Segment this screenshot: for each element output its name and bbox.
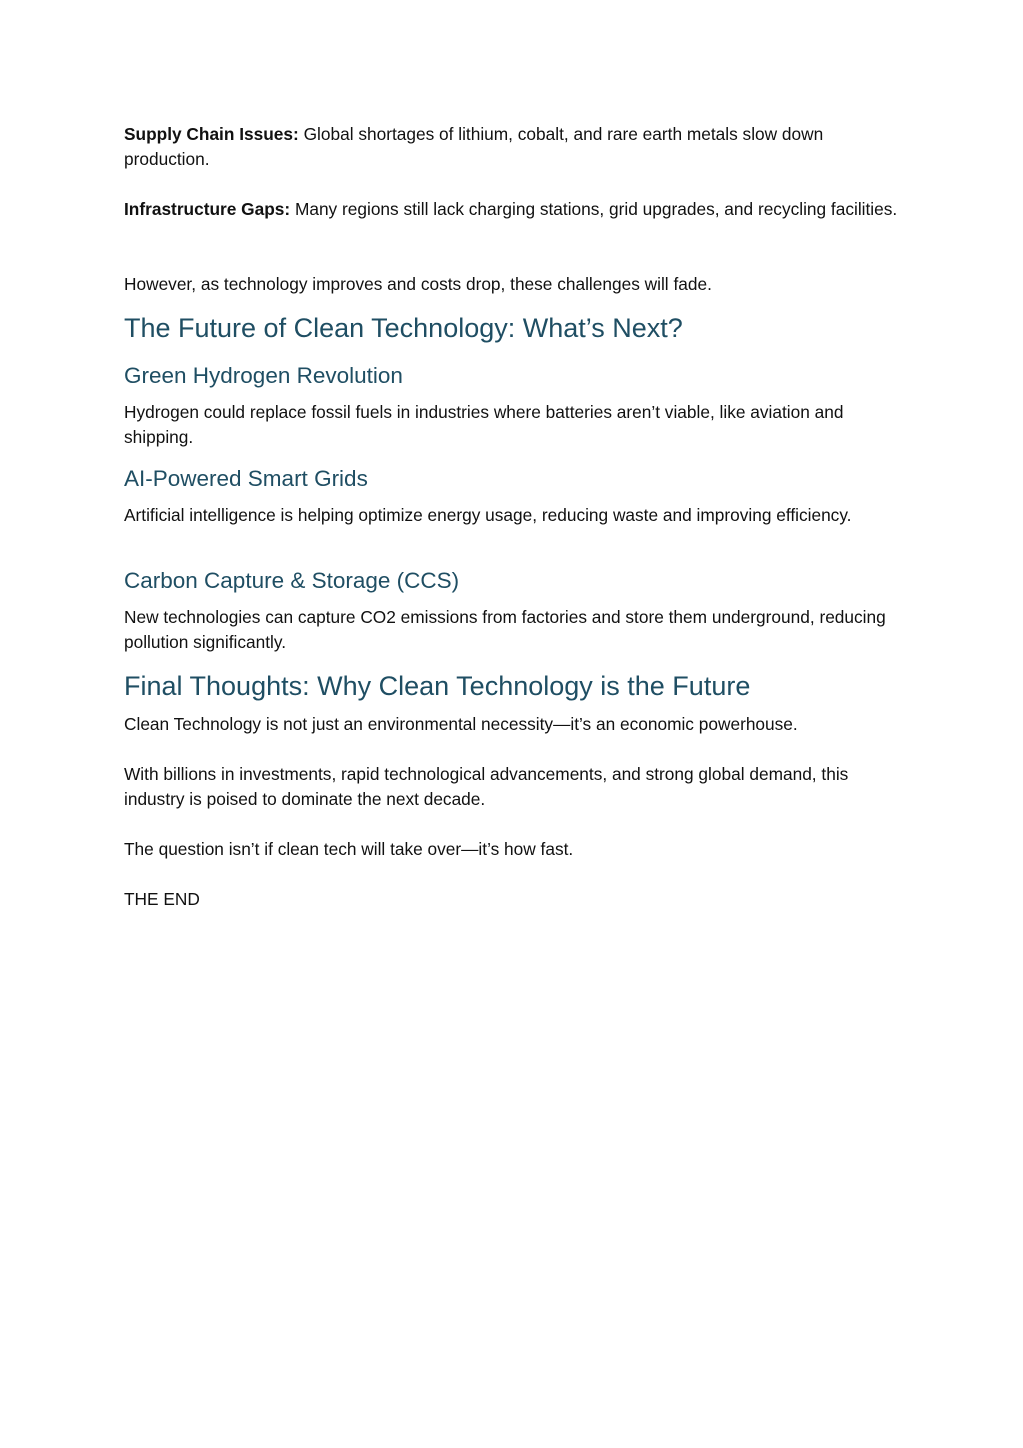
final-paragraph-3: The question isn’t if clean tech will take over—it’s how fast. <box>124 839 574 859</box>
final-thoughts-heading: Final Thoughts: Why Clean Technology is the Future <box>124 671 751 701</box>
supply-chain-paragraph <box>124 122 904 172</box>
infrastructure-text: Many regions still lack charging stations, grid upgrades, and recycling facilities. <box>290 199 898 219</box>
hydrogen-heading: Green Hydrogen Revolution <box>124 363 403 388</box>
future-heading: The Future of Clean Technology: What’s Next? <box>124 313 683 343</box>
supply-chain-text: Global shortages of lithium, cobalt, and rare earth metals slow down production. <box>124 124 824 169</box>
ccs-heading: Carbon Capture & Storage (CCS) <box>124 568 460 593</box>
final-paragraph-1: Clean Technology is not just an environmental necessity—it’s an economic powerhouse. <box>124 714 798 734</box>
ai-grids-paragraph: Artificial intelligence is helping optimize energy usage, reducing waste and improving efficiency. <box>124 505 852 525</box>
ccs-paragraph: New technologies can capture CO2 emissions from factories and store them underground, reducing pollution significantly. <box>124 607 886 652</box>
however-paragraph: However, as technology improves and costs drop, these challenges will fade. <box>124 274 712 294</box>
the-end-text: THE END <box>124 889 200 909</box>
final-paragraph-2: With billions in investments, rapid technological advancements, and strong global demand, this industry is poised to dominate the next decade. <box>124 764 849 809</box>
hydrogen-paragraph: Hydrogen could replace fossil fuels in industries where batteries aren’t viable, like aviation and shipping. <box>124 402 844 447</box>
ai-grids-heading: AI-Powered Smart Grids <box>124 466 368 491</box>
infrastructure-paragraph <box>124 197 904 222</box>
infrastructure-label: Infrastructure Gaps: <box>124 199 291 219</box>
supply-chain-label: Supply Chain Issues: <box>124 124 299 144</box>
